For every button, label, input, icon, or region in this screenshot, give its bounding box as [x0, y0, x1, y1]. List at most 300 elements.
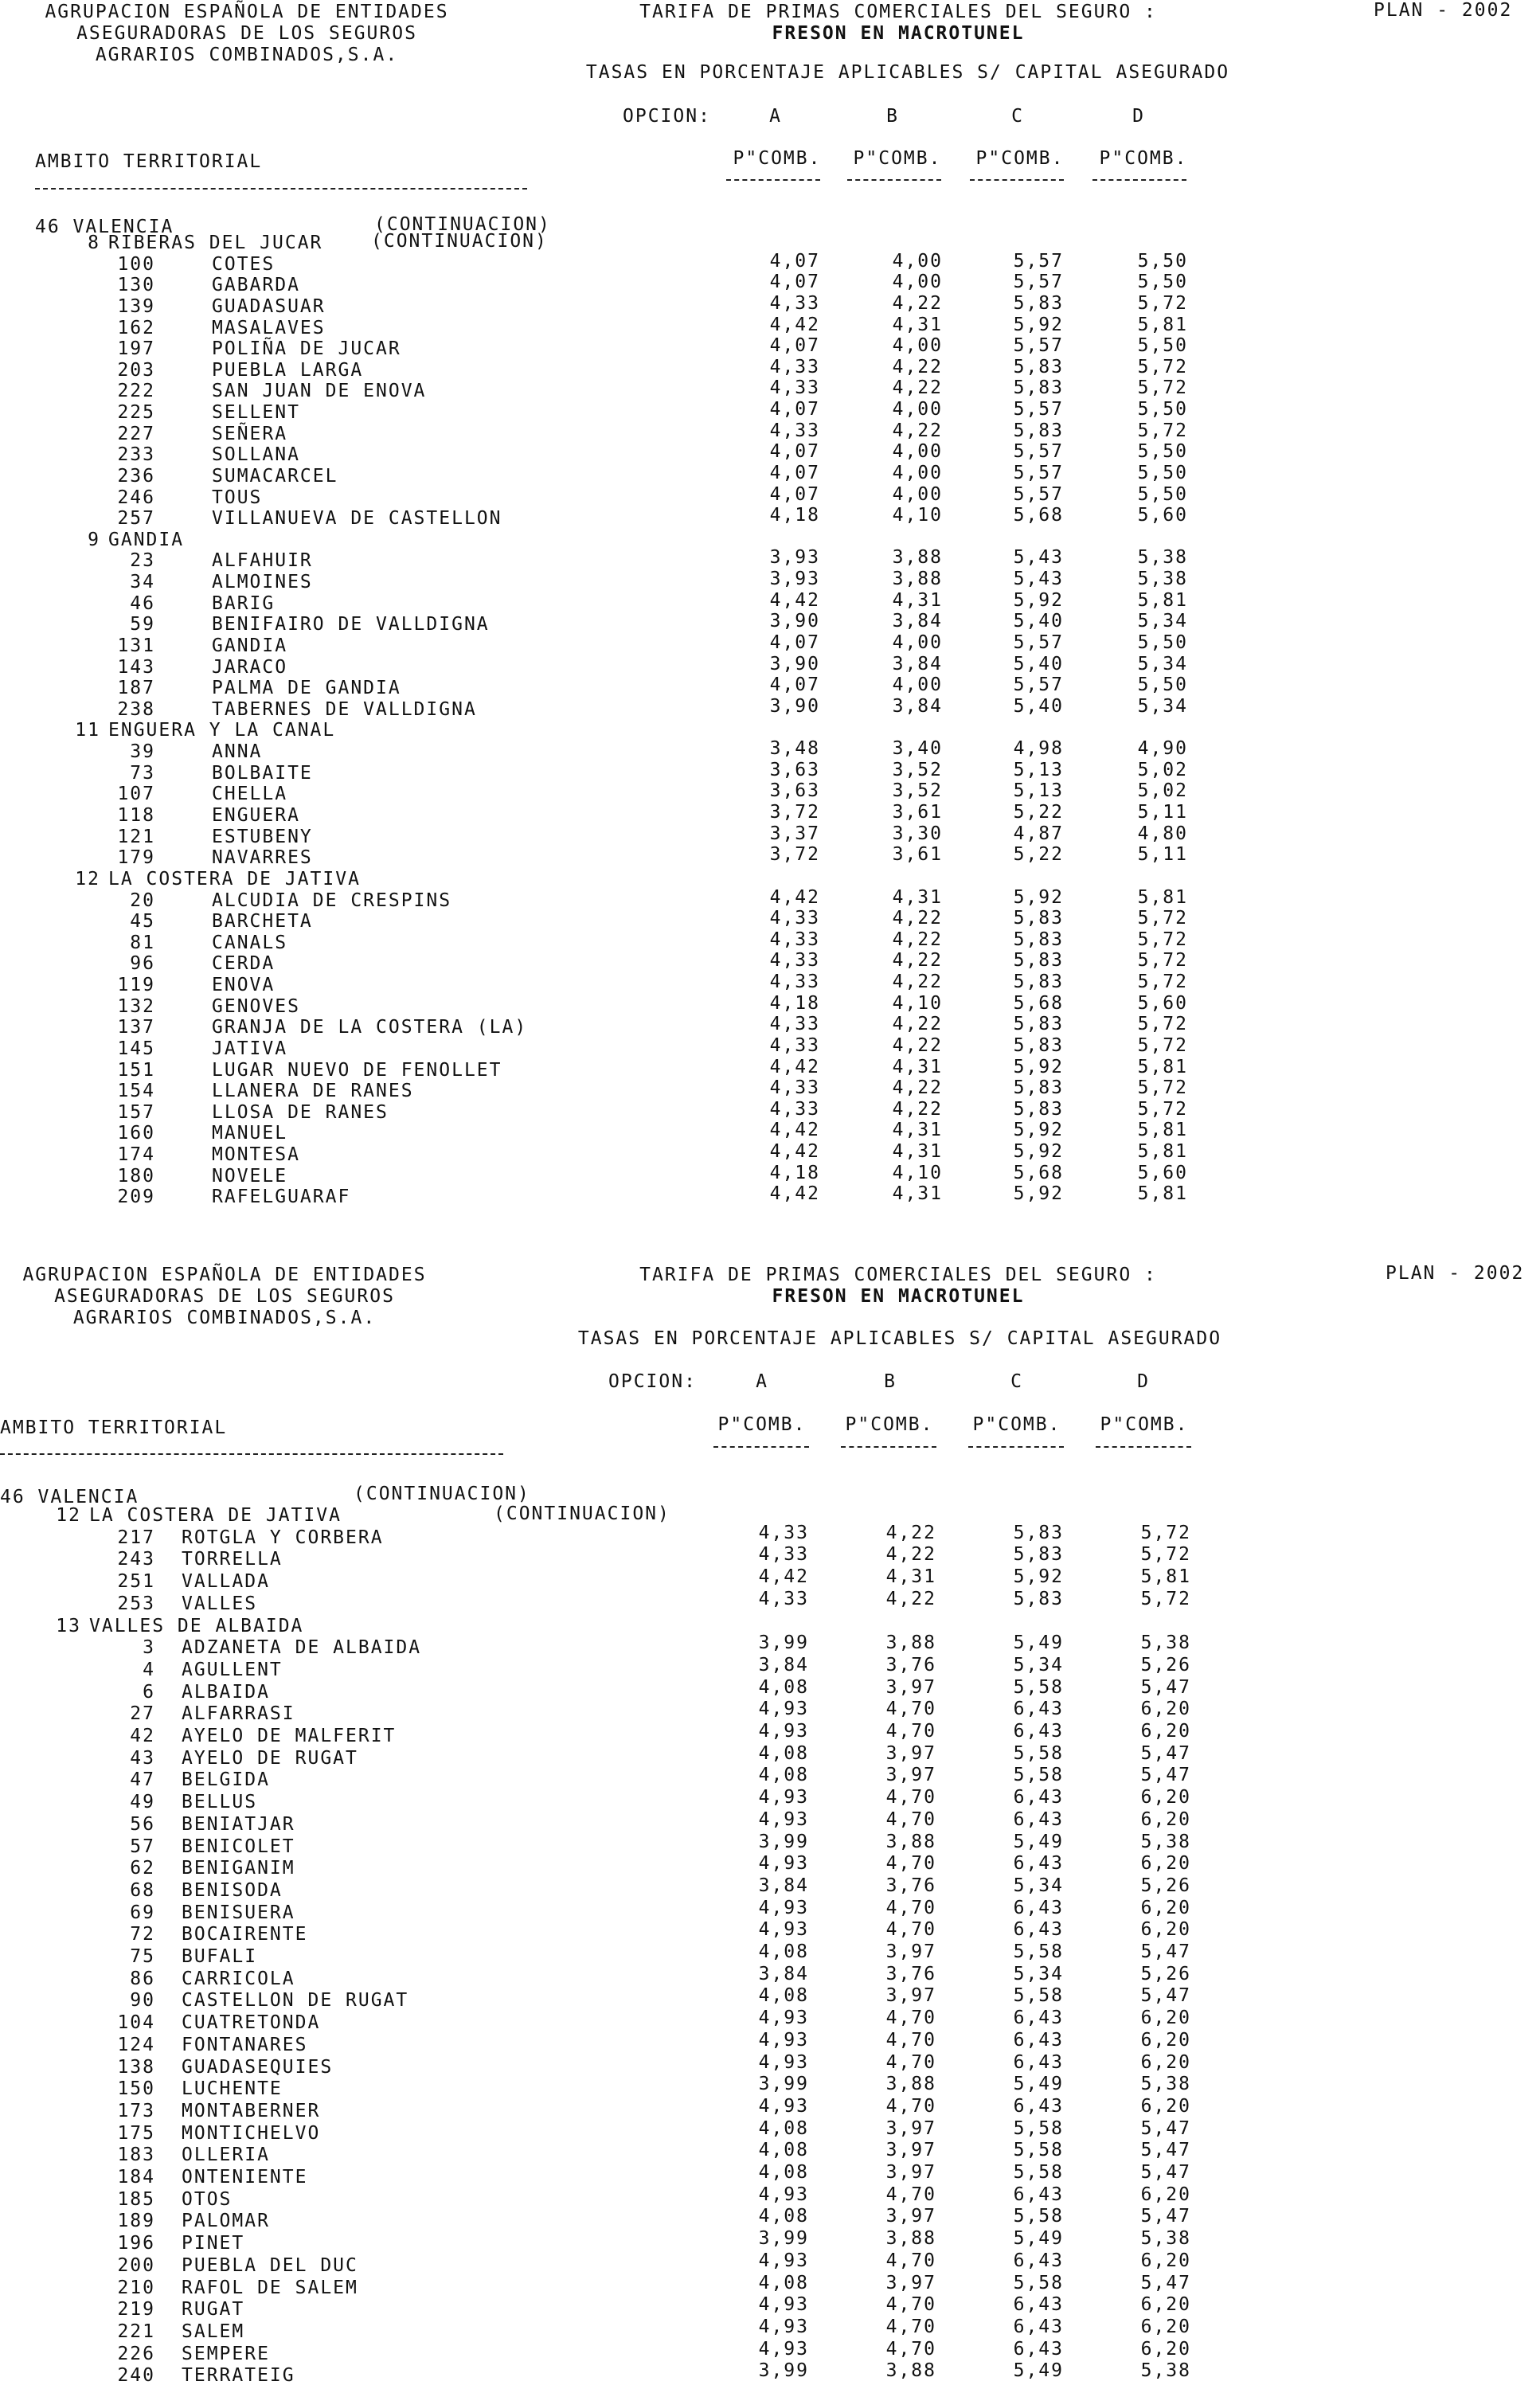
- rate-option-d: 6,20: [1140, 2338, 1191, 2360]
- municipality-code: 203: [117, 359, 155, 381]
- rate-option-a: 4,33: [769, 356, 820, 377]
- rate-option-a: 4,18: [769, 505, 820, 526]
- municipality-name: ANNA: [212, 741, 263, 763]
- rate-option-b: 3,76: [885, 1963, 936, 1984]
- rate-option-a: 4,33: [758, 1544, 809, 1566]
- rate-option-c: 5,68: [1013, 505, 1064, 526]
- rate-option-a: 3,84: [758, 1654, 809, 1675]
- rate-option-a: 3,37: [769, 823, 820, 844]
- municipality-code: 183: [117, 2145, 155, 2166]
- rate-option-b: 4,70: [885, 1853, 936, 1875]
- rate-option-b: 4,70: [885, 2095, 936, 2117]
- municipality-name: CANALS: [212, 932, 288, 953]
- col-underline-b: [841, 1446, 936, 1448]
- comarca-name: LA COSTERA DE JATIVA: [108, 868, 361, 890]
- municipality-name: LLOSA DE RANES: [212, 1101, 389, 1123]
- municipality-code: 100: [117, 253, 155, 275]
- rate-option-a: 4,08: [758, 2117, 809, 2139]
- rate-option-b: 3,97: [885, 2117, 936, 2139]
- rate-option-c: 5,43: [1013, 569, 1064, 590]
- rate-option-b: 4,70: [885, 2250, 936, 2271]
- comarca-name: ENGUERA Y LA CANAL: [108, 720, 336, 741]
- rate-option-d: 5,72: [1137, 1034, 1188, 1056]
- rate-option-d: 4,80: [1137, 823, 1188, 844]
- rate-option-d: 5,11: [1137, 844, 1188, 866]
- rate-option-a: 3,63: [769, 780, 820, 802]
- municipality-name: VALLADA: [182, 1571, 270, 1593]
- comarca-code: 8: [88, 233, 100, 253]
- rate-option-c: 5,57: [1013, 272, 1064, 293]
- municipality-name: BENIATJAR: [182, 1813, 295, 1835]
- rate-option-a: 3,84: [758, 1875, 809, 1896]
- option-label: OPCION:: [608, 1371, 697, 1392]
- rate-option-c: 5,57: [1013, 441, 1064, 463]
- rate-option-b: 3,76: [885, 1654, 936, 1675]
- rate-option-d: 5,47: [1140, 1676, 1191, 1698]
- rate-option-d: 5,81: [1140, 1566, 1191, 1588]
- municipality-name: AGULLENT: [182, 1659, 283, 1680]
- rate-option-c: 5,83: [1013, 972, 1064, 993]
- municipality-code: 6: [143, 1681, 155, 1703]
- rate-option-a: 4,93: [758, 1721, 809, 1742]
- province-note: (CONTINUACION): [374, 214, 551, 235]
- rate-option-d: 5,50: [1137, 441, 1188, 463]
- scope-underline: [0, 1453, 503, 1455]
- rate-option-d: 5,26: [1140, 1963, 1191, 1984]
- municipality-name: CERDA: [212, 953, 276, 975]
- rate-option-b: 4,70: [885, 2029, 936, 2051]
- municipality-code: 151: [117, 1059, 155, 1081]
- municipality-name: RUGAT: [182, 2299, 245, 2321]
- rate-option-a: 4,33: [758, 1588, 809, 1609]
- municipality-name: PUEBLA DEL DUC: [182, 2254, 358, 2276]
- municipality-code: 217: [117, 1527, 155, 1548]
- rate-option-c: 5,92: [1013, 314, 1064, 335]
- rate-option-c: 4,98: [1013, 738, 1064, 760]
- municipality-name: PINET: [182, 2233, 245, 2254]
- rate-option-d: 6,20: [1140, 1721, 1191, 1742]
- municipality-name: GUADASUAR: [212, 295, 326, 317]
- rate-option-b: 3,88: [885, 1632, 936, 1654]
- rate-option-c: 5,92: [1013, 1056, 1064, 1077]
- rate-option-b: 4,70: [885, 2051, 936, 2073]
- rate-option-d: 5,72: [1140, 1544, 1191, 1566]
- municipality-code: 119: [117, 975, 155, 996]
- rate-option-c: 6,43: [1013, 1699, 1064, 1720]
- municipality-code: 130: [117, 275, 155, 296]
- rate-option-b: 4,00: [892, 441, 943, 463]
- province-label: 46 VALENCIA: [35, 217, 174, 237]
- rate-option-c: 6,43: [1013, 1853, 1064, 1875]
- rate-option-d: 6,20: [1140, 1808, 1191, 1830]
- rate-option-d: 5,47: [1140, 2272, 1191, 2293]
- rate-option-b: 4,10: [892, 505, 943, 526]
- rate-option-c: 5,49: [1013, 1632, 1064, 1654]
- municipality-name: TERRATEIG: [182, 2365, 295, 2387]
- rate-option-a: 3,99: [758, 2360, 809, 2382]
- comarca-name: LA COSTERA DE JATIVA: [89, 1505, 342, 1526]
- rate-option-b: 3,97: [885, 1941, 936, 1962]
- municipality-code: 233: [117, 444, 155, 466]
- municipality-code: 47: [130, 1769, 155, 1791]
- rate-option-a: 3,90: [769, 611, 820, 632]
- rates-title: TASAS EN PORCENTAJE APLICABLES S/ CAPITAL ASEGURADO: [585, 62, 1230, 83]
- municipality-code: 132: [117, 995, 155, 1017]
- option-d: D: [1132, 106, 1145, 127]
- rate-option-c: 5,22: [1013, 802, 1064, 823]
- rate-option-b: 4,22: [885, 1522, 936, 1543]
- rate-option-b: 4,00: [892, 462, 943, 483]
- rate-option-d: 5,72: [1137, 1014, 1188, 1035]
- rate-option-c: 5,83: [1013, 1522, 1064, 1543]
- municipality-name: BOLBAITE: [212, 762, 313, 784]
- municipality-code: 200: [117, 2254, 155, 2276]
- municipality-code: 173: [117, 2100, 155, 2121]
- col-header-a: P"COMB.: [717, 1414, 807, 1435]
- municipality-name: VILLANUEVA DE CASTELLON: [212, 508, 502, 530]
- rate-option-c: 6,43: [1013, 1721, 1064, 1742]
- rate-option-c: 6,43: [1013, 2095, 1064, 2117]
- org-line-3: AGRARIOS COMBINADOS,S.A.: [95, 45, 399, 65]
- rate-option-d: 5,72: [1137, 420, 1188, 441]
- municipality-code: 246: [117, 487, 155, 508]
- rate-option-d: 5,50: [1137, 272, 1188, 293]
- rate-option-b: 4,31: [892, 1056, 943, 1077]
- municipality-code: 225: [117, 402, 155, 424]
- rate-option-a: 4,07: [769, 483, 820, 505]
- rate-option-c: 5,58: [1013, 1676, 1064, 1698]
- municipality-code: 154: [117, 1081, 155, 1102]
- rate-option-c: 6,43: [1013, 1787, 1064, 1808]
- option-b: B: [886, 106, 899, 127]
- municipality-code: 253: [117, 1593, 155, 1614]
- rate-option-b: 4,00: [892, 674, 943, 696]
- rate-option-b: 4,70: [885, 2338, 936, 2360]
- rate-option-a: 4,33: [769, 420, 820, 441]
- municipality-name: BARCHETA: [212, 911, 313, 933]
- rate-option-d: 5,38: [1137, 569, 1188, 590]
- rate-option-c: 5,49: [1013, 1831, 1064, 1852]
- rate-option-c: 5,68: [1013, 992, 1064, 1014]
- rate-option-c: 5,34: [1013, 1654, 1064, 1675]
- municipality-code: 131: [117, 635, 155, 656]
- org-line-3: AGRARIOS COMBINADOS,S.A.: [72, 1308, 377, 1328]
- comarca-name: VALLES DE ALBAIDA: [89, 1615, 304, 1636]
- rate-option-a: 4,08: [758, 1985, 809, 2007]
- rate-option-c: 6,43: [1013, 2029, 1064, 2051]
- rate-option-c: 6,43: [1013, 1897, 1064, 1918]
- rate-option-b: 4,22: [892, 929, 943, 950]
- rate-option-b: 4,10: [892, 992, 943, 1014]
- municipality-name: ROTGLA Y CORBERA: [182, 1527, 384, 1548]
- rate-option-c: 5,57: [1013, 483, 1064, 505]
- rate-option-d: 6,20: [1140, 2008, 1191, 2029]
- municipality-code: 243: [117, 1549, 155, 1570]
- rate-option-a: 4,33: [769, 292, 820, 314]
- municipality-name: LUGAR NUEVO DE FENOLLET: [212, 1059, 502, 1081]
- rate-option-a: 4,08: [758, 2162, 809, 2183]
- rate-option-a: 4,93: [758, 2250, 809, 2271]
- municipality-code: 57: [130, 1836, 155, 1857]
- rate-option-d: 5,72: [1140, 1522, 1191, 1543]
- rate-option-a: 4,18: [769, 1162, 820, 1183]
- municipality-code: 145: [117, 1038, 155, 1059]
- municipality-row: [0, 1588, 1540, 1615]
- rate-option-d: 5,34: [1137, 611, 1188, 632]
- municipality-code: 221: [117, 2321, 155, 2342]
- rate-option-c: 5,57: [1013, 250, 1064, 272]
- rate-option-b: 4,22: [892, 1098, 943, 1120]
- municipality-code: 138: [117, 2056, 155, 2078]
- municipality-name: BENICOLET: [182, 1836, 295, 1857]
- municipality-code: 69: [130, 1902, 155, 1923]
- municipality-name: MONTESA: [212, 1144, 300, 1166]
- rate-option-c: 5,57: [1013, 335, 1064, 357]
- municipality-name: RAFOL DE SALEM: [182, 2277, 358, 2298]
- rate-option-d: 5,72: [1137, 1077, 1188, 1099]
- rate-option-a: 4,08: [758, 2206, 809, 2227]
- province-label: 46 VALENCIA: [0, 1487, 139, 1507]
- rate-option-a: 4,42: [769, 589, 820, 611]
- municipality-name: BOCAIRENTE: [182, 1924, 308, 1945]
- rate-option-b: 3,76: [885, 1875, 936, 1896]
- municipality-code: 43: [130, 1747, 155, 1769]
- rate-option-d: 5,02: [1137, 759, 1188, 780]
- municipality-code: 189: [117, 2211, 155, 2232]
- comarca-code: 13: [56, 1615, 81, 1636]
- rate-option-c: 5,49: [1013, 2228, 1064, 2250]
- rate-option-c: 5,43: [1013, 547, 1064, 569]
- rate-option-b: 4,22: [892, 1034, 943, 1056]
- rate-option-b: 3,97: [885, 1742, 936, 1764]
- municipality-name: GRANJA DE LA COSTERA (LA): [212, 1017, 528, 1038]
- rate-option-c: 5,83: [1013, 420, 1064, 441]
- rate-option-c: 5,58: [1013, 2162, 1064, 2183]
- rate-option-d: 5,38: [1140, 2074, 1191, 2095]
- rate-option-b: 4,00: [892, 483, 943, 505]
- rate-option-a: 4,07: [769, 674, 820, 696]
- municipality-name: CHELLA: [212, 784, 288, 805]
- comarca-code: 11: [75, 720, 100, 741]
- rate-option-b: 4,31: [892, 1183, 943, 1205]
- municipality-name: SALEM: [182, 2321, 245, 2342]
- option-c: C: [1011, 106, 1024, 127]
- rate-option-a: 4,08: [758, 2272, 809, 2293]
- rate-option-b: 4,31: [892, 886, 943, 908]
- comarca-code: 9: [88, 529, 100, 550]
- rate-option-b: 4,70: [885, 1919, 936, 1941]
- rate-option-c: 5,40: [1013, 695, 1064, 717]
- rate-option-c: 5,58: [1013, 1941, 1064, 1962]
- municipality-name: BUFALI: [182, 1946, 258, 1967]
- col-underline-a: [726, 179, 820, 181]
- rate-option-a: 4,08: [758, 1676, 809, 1698]
- rate-option-a: 3,63: [769, 759, 820, 780]
- municipality-name: SELLENT: [212, 402, 300, 424]
- municipality-code: 107: [117, 784, 155, 805]
- rate-option-d: 5,38: [1140, 1831, 1191, 1852]
- rate-option-d: 6,20: [1140, 1787, 1191, 1808]
- municipality-name: SOLLANA: [212, 444, 300, 466]
- municipality-name: OLLERIA: [182, 2145, 270, 2166]
- rate-option-d: 5,60: [1137, 505, 1188, 526]
- rate-option-c: 5,13: [1013, 780, 1064, 802]
- rate-option-d: 5,72: [1137, 377, 1188, 399]
- rate-option-b: 4,70: [885, 1787, 936, 1808]
- rate-option-d: 5,34: [1137, 653, 1188, 674]
- municipality-name: ONTENIENTE: [182, 2167, 308, 2188]
- rate-option-c: 5,57: [1013, 674, 1064, 696]
- rate-option-a: 4,07: [769, 335, 820, 357]
- rate-option-d: 6,20: [1140, 2029, 1191, 2051]
- rate-option-a: 4,33: [769, 929, 820, 950]
- municipality-code: 4: [143, 1659, 155, 1680]
- rate-option-a: 4,07: [769, 631, 820, 653]
- rate-option-c: 5,92: [1013, 1183, 1064, 1205]
- rate-option-b: 3,52: [892, 780, 943, 802]
- rate-option-c: 5,92: [1013, 589, 1064, 611]
- municipality-name: GENOVES: [212, 995, 300, 1017]
- municipality-name: MONTICHELVO: [182, 2122, 321, 2144]
- rate-option-d: 5,60: [1137, 1162, 1188, 1183]
- municipality-code: 104: [117, 2012, 155, 2034]
- rate-option-a: 4,42: [769, 1056, 820, 1077]
- rate-option-b: 4,22: [892, 972, 943, 993]
- rate-option-b: 3,88: [885, 2228, 936, 2250]
- rate-option-d: 5,38: [1140, 2228, 1191, 2250]
- rate-option-b: 4,00: [892, 399, 943, 420]
- rate-option-c: 5,83: [1013, 950, 1064, 972]
- rate-option-b: 3,97: [885, 1765, 936, 1786]
- scope-underline: [35, 188, 527, 190]
- rate-option-c: 6,43: [1013, 1808, 1064, 1830]
- rate-option-d: 6,20: [1140, 2184, 1191, 2205]
- rate-option-c: 5,57: [1013, 462, 1064, 483]
- rate-option-b: 4,22: [892, 377, 943, 399]
- col-header-a: P"COMB.: [733, 148, 822, 169]
- rate-option-b: 4,22: [892, 292, 943, 314]
- rate-option-c: 5,58: [1013, 1742, 1064, 1764]
- municipality-row: [0, 505, 1540, 530]
- rate-option-c: 6,43: [1013, 2250, 1064, 2271]
- rate-option-a: 4,42: [758, 1566, 809, 1588]
- rate-option-b: 3,84: [892, 695, 943, 717]
- municipality-name: PUEBLA LARGA: [212, 359, 364, 381]
- option-a: A: [756, 1371, 768, 1392]
- municipality-name: BENIGANIM: [182, 1858, 295, 1879]
- rate-option-a: 4,08: [758, 1765, 809, 1786]
- col-underline-d: [1096, 1446, 1191, 1448]
- rate-option-b: 3,88: [885, 2074, 936, 2095]
- rate-option-d: 5,81: [1137, 589, 1188, 611]
- municipality-name: SAN JUAN DE ENOVA: [212, 381, 427, 402]
- rate-option-b: 4,22: [892, 1077, 943, 1099]
- rate-option-a: 3,72: [769, 802, 820, 823]
- rate-option-a: 4,07: [769, 272, 820, 293]
- plan-label: PLAN - 2002: [1374, 0, 1513, 21]
- rate-option-a: 4,93: [758, 2294, 809, 2316]
- rate-option-d: 6,20: [1140, 1699, 1191, 1720]
- rate-option-a: 4,07: [769, 462, 820, 483]
- rate-option-b: 4,70: [885, 2184, 936, 2205]
- rate-option-d: 5,72: [1137, 908, 1188, 929]
- municipality-name: NAVARRES: [212, 847, 313, 869]
- rate-option-c: 5,83: [1013, 1588, 1064, 1609]
- rate-option-b: 4,22: [892, 356, 943, 377]
- rate-option-a: 4,42: [769, 1141, 820, 1163]
- rate-option-a: 4,33: [769, 1034, 820, 1056]
- rate-option-c: 5,83: [1013, 356, 1064, 377]
- municipality-code: 184: [117, 2167, 155, 2188]
- rate-option-a: 3,99: [758, 1632, 809, 1654]
- rate-option-c: 6,43: [1013, 1919, 1064, 1941]
- rate-option-c: 5,57: [1013, 399, 1064, 420]
- option-b: B: [884, 1371, 897, 1392]
- org-line-2: ASEGURADORAS DE LOS SEGUROS: [76, 23, 417, 44]
- municipality-code: 56: [130, 1813, 155, 1835]
- rate-option-a: 3,99: [758, 1831, 809, 1852]
- rate-option-d: 5,50: [1137, 631, 1188, 653]
- col-header-c: P"COMB.: [975, 148, 1065, 169]
- rate-option-a: 3,90: [769, 653, 820, 674]
- rate-option-d: 5,50: [1137, 399, 1188, 420]
- rate-option-b: 3,97: [885, 2206, 936, 2227]
- rate-option-b: 3,84: [892, 653, 943, 674]
- rate-option-d: 5,81: [1137, 314, 1188, 335]
- municipality-code: 143: [117, 656, 155, 678]
- municipality-name: TOUS: [212, 487, 263, 508]
- rate-option-b: 3,97: [885, 1985, 936, 2007]
- rate-option-b: 4,31: [892, 1120, 943, 1141]
- rate-option-b: 3,97: [885, 2272, 936, 2293]
- crop-title: FRESON EN MACROTUNEL: [772, 1286, 1025, 1307]
- rate-option-b: 3,97: [885, 2162, 936, 2183]
- rate-option-a: 4,93: [758, 1853, 809, 1875]
- rate-option-c: 6,43: [1013, 2338, 1064, 2360]
- rate-option-c: 5,92: [1013, 1141, 1064, 1163]
- rate-option-a: 4,33: [769, 1098, 820, 1120]
- municipality-code: 27: [130, 1703, 155, 1725]
- municipality-code: 45: [130, 911, 155, 933]
- rate-option-a: 4,93: [758, 2095, 809, 2117]
- municipality-code: 238: [117, 698, 155, 720]
- municipality-code: 240: [117, 2365, 155, 2387]
- col-underline-a: [713, 1446, 809, 1448]
- municipality-name: COTES: [212, 253, 276, 275]
- rate-option-d: 4,90: [1137, 738, 1188, 760]
- rate-option-d: 5,47: [1140, 2140, 1191, 2161]
- rate-option-d: 6,20: [1140, 1897, 1191, 1918]
- col-underline-b: [847, 179, 941, 181]
- rate-option-d: 5,47: [1140, 1765, 1191, 1786]
- rate-option-a: 4,33: [769, 1014, 820, 1035]
- municipality-name: TORRELLA: [182, 1549, 283, 1570]
- rate-option-c: 5,58: [1013, 2140, 1064, 2161]
- rate-option-a: 4,93: [758, 2316, 809, 2337]
- rate-option-d: 5,81: [1137, 1183, 1188, 1205]
- rate-option-d: 5,81: [1137, 1141, 1188, 1163]
- rate-option-c: 5,83: [1013, 1077, 1064, 1099]
- rate-option-b: 4,22: [892, 950, 943, 972]
- rate-option-b: 3,30: [892, 823, 943, 844]
- municipality-code: 96: [130, 953, 155, 975]
- comarca-note: (CONTINUACION): [494, 1503, 670, 1524]
- rate-option-d: 5,47: [1140, 1985, 1191, 2007]
- rate-option-d: 5,60: [1137, 992, 1188, 1014]
- rate-option-c: 5,83: [1013, 1034, 1064, 1056]
- municipality-name: ALFARRASI: [182, 1703, 295, 1725]
- rate-option-b: 4,00: [892, 335, 943, 357]
